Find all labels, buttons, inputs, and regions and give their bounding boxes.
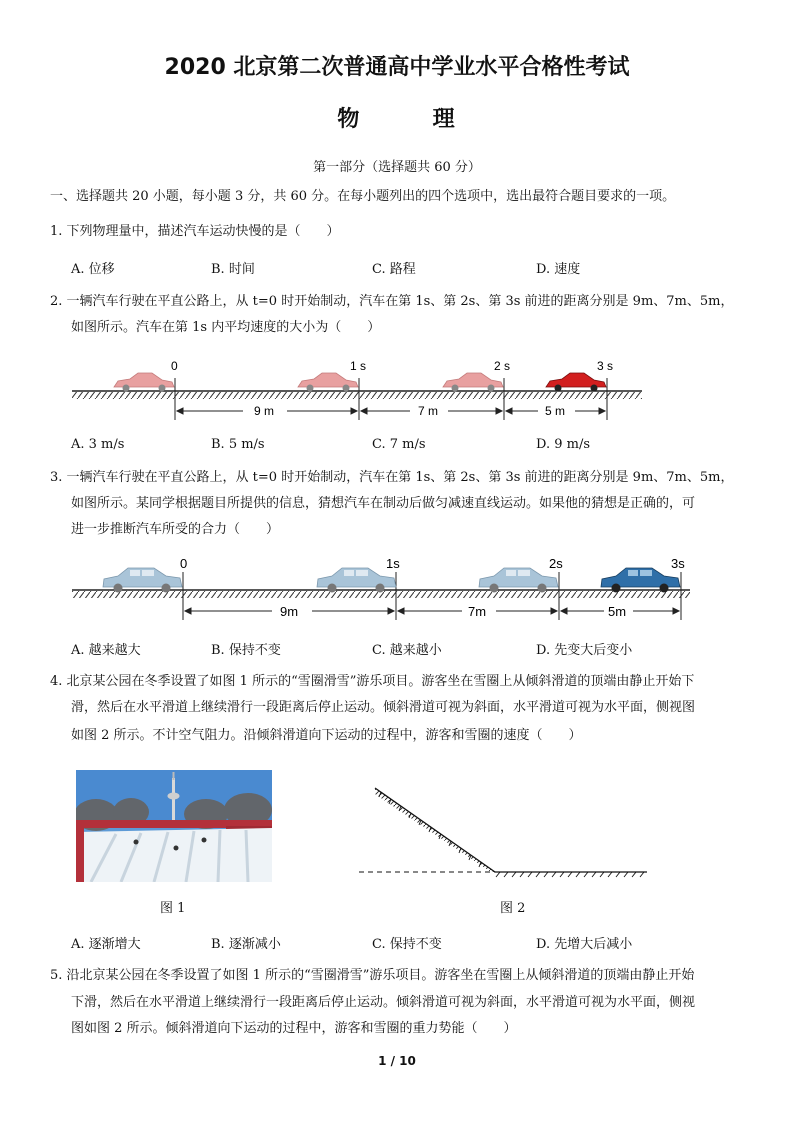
q3-car-0 — [103, 568, 182, 593]
q3-option-b: B. 保持不变 — [211, 643, 281, 658]
page-number: 1 / 10 — [378, 1054, 416, 1068]
q2-time-label-3: 3 s — [597, 359, 614, 373]
q3-option-c: C. 越来越小 — [372, 643, 442, 658]
q3-car-1 — [317, 568, 396, 593]
q1-option-d: D. 速度 — [536, 262, 581, 277]
q3-car-2 — [479, 568, 558, 593]
q4-figure2-label: 图 2 — [500, 901, 526, 916]
q2-distance-label-1: 7 m — [418, 404, 439, 418]
q3-time-label-2: 2s — [549, 556, 563, 571]
subject-heading — [0, 102, 794, 133]
q2-time-label-1: 1 s — [350, 359, 367, 373]
q4-option-d: D. 先增大后减小 — [536, 937, 633, 952]
q3-time-label-0: 0 — [180, 556, 188, 571]
q2-option-c: C. 7 m/s — [372, 437, 426, 452]
q2-road-hatch — [72, 392, 642, 399]
q2-car-0 — [114, 373, 174, 392]
q2-figure — [0, 350, 794, 440]
q5-stem-line3: 图如图 2 所示。倾斜滑道向下运动的过程中，游客和雪圈的重力势能（ ） — [71, 1021, 517, 1036]
q3-car-3 — [601, 568, 680, 593]
q4-stem-line1: 4. 北京某公园在冬季设置了如图 1 所示的“雪圈滑雪”游乐项目。游客坐在雪圈上从倾斜滑道的顶端由静止开始下 — [50, 674, 695, 689]
q2-car-3 — [546, 373, 606, 392]
q2-option-a: A. 3 m/s — [71, 437, 125, 452]
q2-option-d: D. 9 m/s — [536, 437, 591, 452]
q3-distance-label-0: 9m — [280, 604, 299, 619]
q3-stem-line1: 3. 一辆汽车行驶在平直公路上，从 t=0 时开始制动，汽车在第 1s、第 2s、第 3s 前进的距离分别是 9m、7m、5m， — [50, 470, 734, 485]
q2-car-1 — [298, 373, 358, 392]
q4-option-a: A. 逐渐增大 — [71, 937, 141, 952]
q2-stem-line2: 如图所示。汽车在第 1s 内平均速度的大小为（ ） — [71, 320, 381, 335]
q1-option-a: A. 位移 — [71, 262, 115, 277]
q2-distance-label-0: 9 m — [254, 404, 275, 418]
q2-option-b: B. 5 m/s — [211, 437, 265, 452]
q2-car-2 — [443, 373, 503, 392]
q5-stem-line2: 下滑，然后在水平滑道上继续滑行一段距离后停止运动。倾斜滑道可视为斜面，水平滑道可视为水平面，侧视 — [71, 995, 696, 1010]
q4-figure2-diagram — [355, 780, 655, 890]
q3-stem-line3: 进一步推断汽车所受的合力（ ） — [71, 522, 280, 537]
q5-stem-line1: 5. 沿北京某公园在冬季设置了如图 1 所示的“雪圈滑雪”游乐项目。游客坐在雪圈上从倾斜滑道的顶端由静止开始 — [50, 968, 695, 983]
instructions: 一、选择题共 20 小题，每小题 3 分，共 60 分。在每小题列出的四个选项中，选出最符合题目要求的一项。 — [50, 189, 676, 204]
q4-option-b: B. 逐渐减小 — [211, 937, 281, 952]
q3-option-a: A. 越来越大 — [71, 643, 141, 658]
q2-distance-label-2: 5 m — [545, 404, 566, 418]
q3-time-label-3: 3s — [671, 556, 685, 571]
q4-option-c: C. 保持不变 — [372, 937, 442, 952]
q1-option-c: C. 路程 — [372, 262, 416, 277]
q4-stem-line3: 如图 2 所示。不计空气阻力。沿倾斜滑道向下运动的过程中，游客和雪圈的速度（ ） — [71, 728, 582, 743]
q1-stem: 1. 下列物理量中，描述汽车运动快慢的是（ ） — [50, 224, 340, 239]
q4-figure2-ground-hatch — [496, 872, 644, 877]
q4-figure1-photo — [76, 770, 272, 882]
subject-char-1: 物 — [337, 107, 362, 132]
q2-stem-line1: 2. 一辆汽车行驶在平直公路上，从 t=0 时开始制动，汽车在第 1s、第 2s、第 3s 前进的距离分别是 9m、7m、5m， — [50, 294, 734, 309]
q1-option-b: B. 时间 — [211, 262, 255, 277]
q3-distance-label-2: 5m — [608, 604, 627, 619]
q3-distance-label-1: 7m — [468, 604, 487, 619]
q3-stem-line2: 如图所示。某同学根据题目所提供的信息，猜想汽车在制动后做匀减速直线运动。如果他的猜想是正确的，可 — [71, 496, 696, 511]
q3-figure — [0, 552, 794, 632]
q4-figure1-scene — [76, 770, 272, 882]
q3-time-label-1: 1s — [386, 556, 400, 571]
document-title: 2020 北京第二次普通高中学业水平合格性考试 — [164, 55, 630, 80]
q4-figure1-label: 图 1 — [160, 901, 186, 916]
subject-char-2: 理 — [432, 107, 457, 132]
section-heading: 第一部分（选择题共 60 分） — [313, 160, 481, 175]
q3-option-d: D. 先变大后变小 — [536, 643, 633, 658]
q2-time-label-0: 0 — [171, 359, 178, 373]
q4-stem-line2: 滑，然后在水平滑道上继续滑行一段距离后停止运动。倾斜滑道可视为斜面，水平滑道可视为水平面，侧视图 — [71, 700, 696, 715]
q2-time-label-2: 2 s — [494, 359, 511, 373]
